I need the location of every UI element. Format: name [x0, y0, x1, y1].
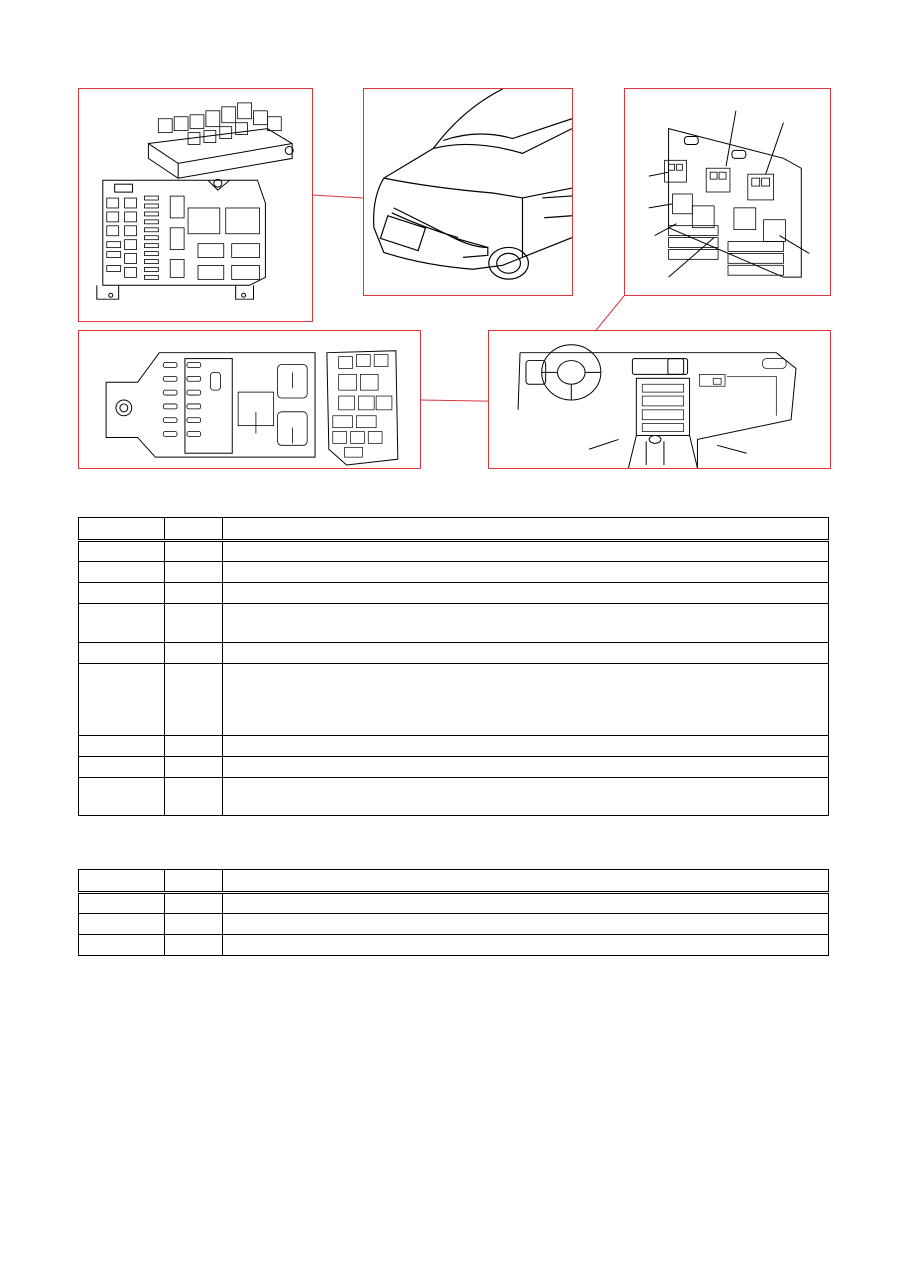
- car-panel: [363, 88, 573, 296]
- table-cell: [223, 583, 829, 604]
- table-cell: [165, 893, 223, 914]
- table-cell: [165, 541, 223, 562]
- table-row: [79, 583, 829, 604]
- table-row: [79, 935, 829, 956]
- table-cell: [79, 604, 165, 643]
- table-cell: [79, 757, 165, 778]
- relay-bracket-panel: [624, 88, 831, 296]
- central-electronic-module-panel: [78, 330, 421, 469]
- table-row: [79, 778, 829, 816]
- table-2-header-row: [79, 870, 829, 893]
- table-cell: [79, 914, 165, 935]
- table-cell: [165, 664, 223, 736]
- table-row: [79, 757, 829, 778]
- table-row: [79, 643, 829, 664]
- table-cell: [223, 935, 829, 956]
- table-cell: [223, 778, 829, 816]
- table-2-header-cell: [223, 870, 829, 893]
- table-cell: [165, 757, 223, 778]
- engine-fusebox-panel: [78, 88, 313, 322]
- table-row: [79, 736, 829, 757]
- table-row: [79, 562, 829, 583]
- engine-compartment-fuse-box-drawing: [79, 89, 312, 321]
- table-cell: [223, 914, 829, 935]
- table-cell: [79, 541, 165, 562]
- table-row: [79, 893, 829, 914]
- table-row: [79, 664, 829, 736]
- table-row: [79, 604, 829, 643]
- central-electronic-module-drawing: [79, 331, 420, 468]
- table-cell: [79, 778, 165, 816]
- table-1-header-cell: [165, 518, 223, 541]
- table-1-header-row: [79, 518, 829, 541]
- table-cell: [223, 643, 829, 664]
- table-cell: [165, 604, 223, 643]
- table-cell: [79, 736, 165, 757]
- table-1-header-cell: [223, 518, 829, 541]
- fuse-table-1: [78, 517, 829, 816]
- table-2-header-cell: [165, 870, 223, 893]
- table-cell: [165, 562, 223, 583]
- table-cell: [79, 935, 165, 956]
- table-1-header-cell: [79, 518, 165, 541]
- table-cell: [79, 893, 165, 914]
- table-cell: [79, 664, 165, 736]
- table-cell: [223, 562, 829, 583]
- table-row: [79, 914, 829, 935]
- table-cell: [223, 541, 829, 562]
- car-front-view-drawing: [364, 89, 572, 295]
- table-cell: [223, 664, 829, 736]
- table-row: [79, 541, 829, 562]
- dashboard-interior-drawing: [489, 331, 830, 468]
- table-cell: [223, 604, 829, 643]
- table-cell: [79, 583, 165, 604]
- table-cell: [165, 643, 223, 664]
- table-cell: [223, 893, 829, 914]
- fuse-table-2: [78, 869, 829, 956]
- table-cell: [223, 736, 829, 757]
- table-cell: [165, 935, 223, 956]
- table-cell: [79, 562, 165, 583]
- dashboard-panel: [488, 330, 831, 469]
- table-cell: [79, 643, 165, 664]
- table-cell: [165, 778, 223, 816]
- table-cell: [165, 583, 223, 604]
- table-cell: [165, 736, 223, 757]
- table-2-header-cell: [79, 870, 165, 893]
- table-cell: [165, 914, 223, 935]
- relay-bracket-drawing: [625, 89, 830, 295]
- table-cell: [223, 757, 829, 778]
